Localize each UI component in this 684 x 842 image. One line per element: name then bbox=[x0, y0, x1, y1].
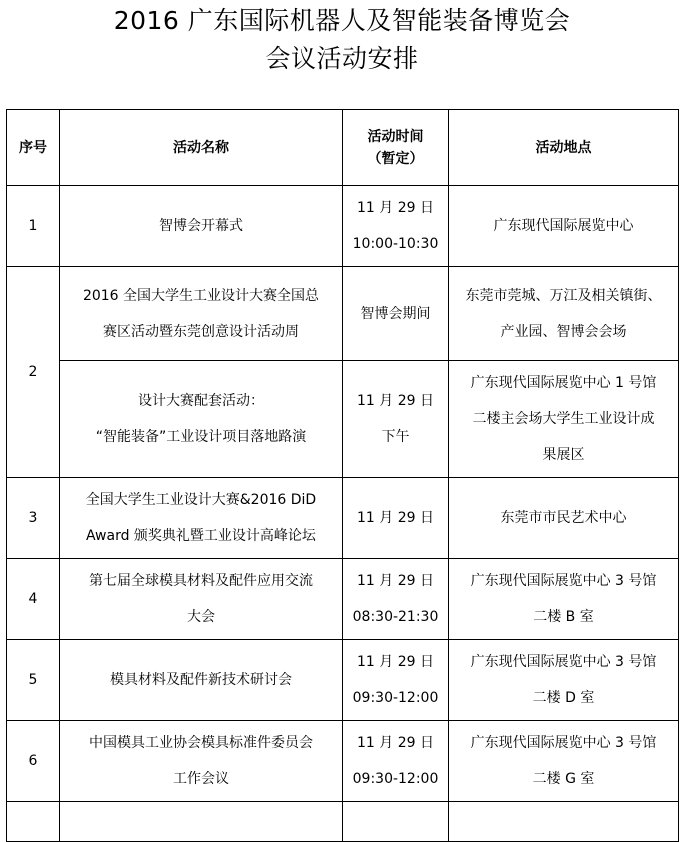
cell-place-line: 二楼 G 室 bbox=[532, 771, 595, 787]
table-row bbox=[7, 721, 679, 802]
cell-time-line: 11 月 29 日 bbox=[357, 200, 434, 216]
header-time-line1: 活动时间 bbox=[367, 128, 424, 145]
table-row bbox=[7, 640, 679, 721]
cell-name bbox=[60, 267, 343, 361]
table-row bbox=[7, 802, 679, 842]
cell-place-line: 二楼 B 室 bbox=[533, 609, 594, 625]
cell-name-line: 2016 全国大学生工业设计大赛全国总 bbox=[82, 287, 320, 304]
cell-time bbox=[343, 267, 449, 361]
cell-place-line: 广东现代国际展览中心 bbox=[493, 218, 634, 234]
cell-name bbox=[60, 186, 343, 267]
cell-name-line: 中国模具工业协会模具标准件委员会 bbox=[89, 735, 313, 751]
cell-name-line: 赛区活动暨东莞创意设计活动周 bbox=[103, 323, 299, 340]
cell-no: 5 bbox=[7, 640, 60, 721]
cell-place-line: 二楼 D 室 bbox=[532, 690, 595, 706]
cell-time bbox=[343, 802, 449, 842]
cell-time-line: 11 月 29 日 bbox=[357, 573, 434, 589]
cell-time-line: 08:30-21:30 bbox=[352, 609, 439, 625]
header-no: 序号 bbox=[7, 110, 60, 186]
cell-name-line: 模具材料及配件新技术研讨会 bbox=[110, 672, 292, 688]
cell-place bbox=[449, 186, 679, 267]
cell-place bbox=[449, 721, 679, 802]
cell-time-line: 11 月 29 日 bbox=[357, 510, 434, 526]
cell-name bbox=[60, 478, 343, 559]
cell-time-line: 下午 bbox=[381, 429, 410, 445]
cell-place bbox=[449, 267, 679, 361]
cell-no bbox=[7, 802, 60, 842]
cell-name bbox=[60, 559, 343, 640]
cell-place-line: 广东现代国际展览中心 1 号馆 bbox=[470, 375, 657, 391]
page-subtitle: 会议活动安排 bbox=[265, 44, 419, 73]
cell-time bbox=[343, 186, 449, 267]
cell-name-line: 工作会议 bbox=[173, 771, 229, 787]
cell-name-line: 设计大赛配套活动： bbox=[138, 393, 264, 409]
cell-no: 4 bbox=[7, 559, 60, 640]
cell-time-line: 11 月 29 日 bbox=[357, 393, 434, 409]
cell-name-line: 智博会开幕式 bbox=[159, 218, 243, 234]
cell-time bbox=[343, 559, 449, 640]
cell-time bbox=[343, 478, 449, 559]
cell-place-line: 广东现代国际展览中心 3 号馆 bbox=[470, 654, 657, 670]
cell-time bbox=[343, 721, 449, 802]
cell-place-line: 广东现代国际展览中心 3 号馆 bbox=[470, 573, 657, 589]
cell-place-line: 东莞市莞城、万江及相关镇街、 bbox=[465, 287, 662, 304]
cell-name-line: 全国大学生工业设计大赛&2016 DiD bbox=[85, 492, 317, 508]
cell-name-line: “智能装备”工业设计项目落地路演 bbox=[95, 429, 307, 445]
table-row bbox=[7, 361, 679, 478]
cell-name bbox=[60, 802, 343, 842]
cell-time-line: 10:00-10:30 bbox=[352, 236, 439, 252]
cell-time-line: 09:30-12:00 bbox=[352, 771, 439, 787]
cell-time bbox=[343, 640, 449, 721]
cell-place bbox=[449, 559, 679, 640]
cell-time-line: 智博会期间 bbox=[360, 305, 431, 322]
table-row bbox=[7, 186, 679, 267]
cell-no: 1 bbox=[7, 186, 60, 267]
header-name: 活动名称 bbox=[60, 110, 343, 186]
cell-place-line: 果展区 bbox=[542, 447, 585, 463]
cell-name-line: 第七届全球模具材料及配件应用交流 bbox=[89, 573, 313, 589]
cell-time-line: 11 月 29 日 bbox=[357, 654, 434, 670]
cell-no: 2 bbox=[7, 267, 60, 478]
cell-place bbox=[449, 361, 679, 478]
cell-place-line: 东莞市市民艺术中心 bbox=[500, 510, 627, 526]
cell-time-line: 09:30-12:00 bbox=[352, 690, 439, 706]
cell-place bbox=[449, 640, 679, 721]
cell-time-line: 11 月 29 日 bbox=[357, 735, 434, 751]
cell-no: 6 bbox=[7, 721, 60, 802]
table-row bbox=[7, 267, 679, 361]
cell-place-line: 二楼主会场大学生工业设计成 bbox=[472, 411, 655, 427]
cell-name bbox=[60, 361, 343, 478]
cell-time bbox=[343, 361, 449, 478]
table-row bbox=[7, 559, 679, 640]
table-row bbox=[7, 478, 679, 559]
cell-place bbox=[449, 802, 679, 842]
cell-place bbox=[449, 478, 679, 559]
header-time-line2: （暂定） bbox=[367, 150, 424, 167]
cell-place-line: 广东现代国际展览中心 3 号馆 bbox=[470, 735, 657, 751]
schedule-table bbox=[6, 109, 679, 842]
cell-name bbox=[60, 721, 343, 802]
cell-name-line: Award 颁奖典礼暨工业设计高峰论坛 bbox=[86, 528, 316, 544]
table-header-row bbox=[7, 110, 679, 186]
cell-name-line: 大会 bbox=[187, 609, 215, 625]
header-time bbox=[343, 110, 449, 186]
cell-name bbox=[60, 640, 343, 721]
header-place: 活动地点 bbox=[449, 110, 679, 186]
page-title: 2016 广东国际机器人及智能装备博览会 bbox=[113, 6, 571, 35]
cell-place-line: 产业园、智博会会场 bbox=[500, 323, 627, 340]
cell-no: 3 bbox=[7, 478, 60, 559]
